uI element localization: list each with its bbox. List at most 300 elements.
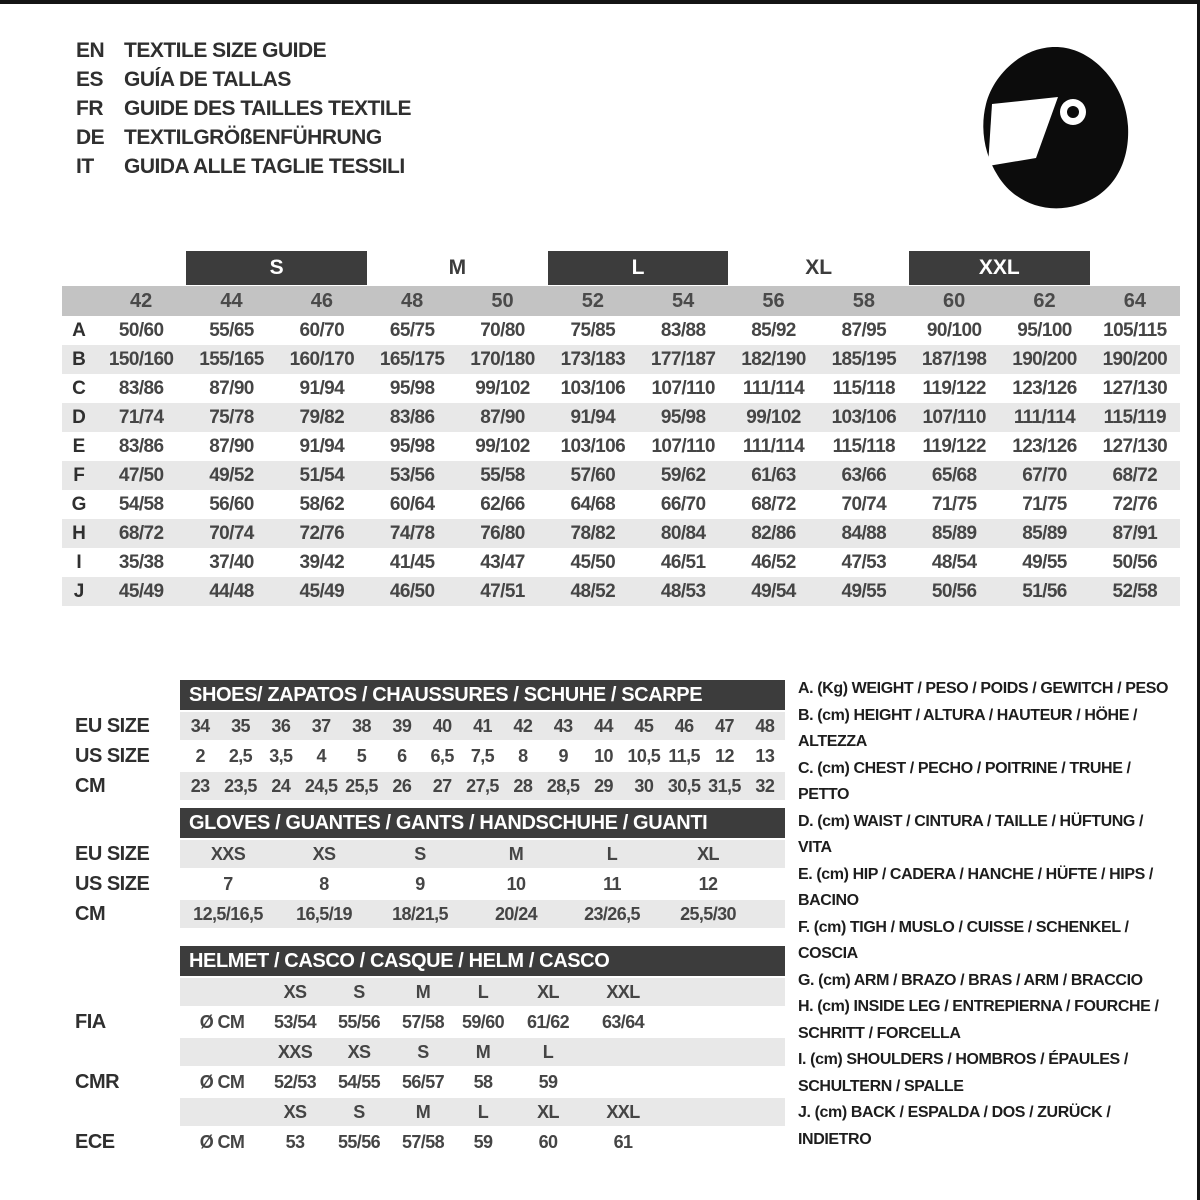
- helmet-size-row: [180, 1098, 785, 1126]
- gloves-value: 9: [415, 873, 425, 894]
- shoes-value: 40: [432, 715, 452, 736]
- language-title-list: [76, 36, 411, 181]
- size-number: 48: [401, 289, 424, 312]
- measurement-value: 35/38: [118, 551, 164, 573]
- language-code: EN: [76, 38, 105, 62]
- gloves-table-body: [75, 840, 785, 928]
- shoes-value: 43: [553, 715, 573, 736]
- measurement-value: 70/80: [480, 319, 525, 341]
- gloves-size-table: [75, 808, 785, 930]
- size-number: 56: [762, 289, 785, 312]
- measurement-value: 62/66: [480, 493, 525, 515]
- diameter-label: Ø CM: [199, 1011, 245, 1032]
- size-number: 60: [943, 289, 966, 312]
- helmet-size-label: M: [415, 1101, 431, 1122]
- helmet-size-label: XXS: [277, 1041, 313, 1062]
- shoes-value: 27,5: [466, 775, 499, 796]
- apparel-size-table: [62, 251, 1180, 606]
- measurement-value: 80/84: [660, 522, 706, 544]
- measurement-value: 41/45: [389, 551, 435, 573]
- shoes-row: [75, 712, 785, 740]
- shoes-value: 27: [432, 775, 452, 796]
- measurement-value: 90/100: [926, 319, 982, 341]
- measurement-value: 47/53: [841, 551, 887, 573]
- helmet-size-label: XL: [537, 981, 559, 1002]
- gloves-value: 8: [319, 873, 329, 894]
- language-code: FR: [76, 96, 103, 120]
- diameter-label: Ø CM: [199, 1071, 245, 1092]
- measurement-value: 103/106: [560, 377, 626, 399]
- measurement-value: 155/165: [199, 348, 264, 370]
- measurement-value: 177/187: [650, 348, 716, 370]
- size-number-row: [62, 286, 1180, 316]
- measurement-value: 119/122: [922, 435, 986, 457]
- helmet-size-label: XL: [537, 1101, 559, 1122]
- legend-item: J. (cm) BACK / ESPALDA / DOS / ZURÜCK / INDIETRO: [798, 1104, 1111, 1148]
- legend-item: E. (cm) HIP / CADERA / HANCHE / HÜFTE / HIPS / BACINO: [798, 865, 1153, 909]
- gloves-value: 11: [603, 873, 621, 894]
- legend-item: H. (cm) INSIDE LEG / ENTREPIERNA / FOURCHE / SCHRITT / FORCELLA: [798, 998, 1159, 1042]
- shoes-row-label: US SIZE: [75, 744, 150, 767]
- measurement-row-label: I: [76, 551, 82, 573]
- helmet-standard-label: FIA: [75, 1010, 106, 1033]
- measurement-value: 91/94: [570, 406, 616, 428]
- gloves-value: 20/24: [494, 903, 538, 924]
- helmet-value-row: [75, 1008, 785, 1036]
- gloves-row-label: CM: [75, 902, 106, 925]
- legend-item: C. (cm) CHEST / PECHO / POITRINE / TRUHE / PETTO: [798, 759, 1131, 803]
- shoes-value: 32: [755, 775, 775, 796]
- measurement-value: 55/58: [480, 464, 525, 486]
- shoes-value: 23: [190, 775, 210, 796]
- measurement-row-label: G: [71, 493, 87, 515]
- size-group-m: M: [448, 256, 467, 279]
- diameter-label: Ø CM: [199, 1131, 245, 1152]
- measurement-value: 87/90: [209, 377, 254, 399]
- measurement-value: 49/55: [841, 580, 887, 602]
- shoes-value: 31,5: [708, 775, 741, 796]
- shoes-value: 11,5: [668, 745, 700, 766]
- measurement-value: 66/70: [660, 493, 706, 515]
- measurement-row: [62, 374, 1180, 403]
- shoes-value: 6,5: [430, 745, 454, 766]
- language-title: TEXTILE SIZE GUIDE: [124, 38, 327, 62]
- helmet-size-row: [180, 1038, 785, 1066]
- gloves-value: 12,5/16,5: [193, 903, 263, 924]
- measurement-value: 72/76: [299, 522, 345, 544]
- measurement-value: 48/52: [570, 580, 616, 602]
- measurement-row-label: H: [72, 522, 86, 544]
- measurement-value: 70/74: [209, 522, 254, 544]
- shoes-value: 10,5: [627, 745, 661, 766]
- measurement-value: 45/50: [570, 551, 616, 573]
- gloves-row-label: US SIZE: [75, 872, 150, 895]
- language-row: [76, 123, 411, 152]
- measurement-value: 119/122: [922, 377, 986, 399]
- measurement-value: 150/160: [108, 348, 174, 370]
- gloves-value: XXS: [210, 843, 246, 864]
- measurement-value: 74/78: [389, 522, 435, 544]
- gloves-value: S: [414, 843, 426, 864]
- gloves-value: L: [606, 843, 618, 864]
- measurement-value: 64/68: [570, 493, 616, 515]
- shoes-value: 30: [634, 775, 654, 796]
- measurement-value: 190/200: [1012, 348, 1077, 370]
- measurement-row: [62, 345, 1180, 374]
- shoes-value: 38: [352, 715, 371, 736]
- measurement-value: 84/88: [841, 522, 887, 544]
- measurement-value: 37/40: [209, 551, 254, 573]
- helmet-standard-label: CMR: [75, 1070, 120, 1093]
- helmet-value: 57/58: [401, 1011, 445, 1032]
- measurement-value: 68/72: [751, 493, 796, 515]
- measurement-value: 85/89: [1022, 522, 1067, 544]
- measurement-value: 190/200: [1102, 348, 1168, 370]
- measurement-value: 48/53: [660, 580, 706, 602]
- measurement-value: 75/85: [570, 319, 616, 341]
- measurement-value: 65/75: [389, 319, 435, 341]
- gloves-row: [75, 840, 785, 868]
- shoes-value: 3,5: [269, 745, 293, 766]
- language-row: [76, 94, 411, 123]
- measurement-value: 103/106: [831, 406, 897, 428]
- measurement-value: 53/56: [389, 464, 435, 486]
- measurement-value: 78/82: [570, 522, 616, 544]
- gloves-value: 7: [223, 873, 233, 894]
- measurement-value: 48/54: [931, 551, 977, 573]
- measurement-value: 99/102: [475, 435, 530, 457]
- shoes-value: 23,5: [224, 775, 257, 796]
- measurement-value: 87/91: [1112, 522, 1158, 544]
- measurement-value: 67/70: [1022, 464, 1067, 486]
- gloves-row-label: EU SIZE: [75, 842, 150, 865]
- size-number: 58: [852, 289, 875, 312]
- shoes-value: 39: [392, 715, 412, 736]
- gloves-value: 10: [506, 873, 526, 894]
- language-title: TEXTILGRÖßENFÜHRUNG: [124, 125, 382, 149]
- language-title: GUIDE DES TAILLES TEXTILE: [124, 96, 411, 120]
- measurement-row-label: A: [72, 319, 86, 341]
- measurement-value: 47/51: [480, 580, 525, 602]
- measurement-row-label: D: [72, 406, 86, 428]
- measurement-value: 83/86: [389, 406, 435, 428]
- measurement-value: 43/47: [480, 551, 525, 573]
- helmet-size-label: L: [542, 1041, 554, 1062]
- measurement-value: 46/51: [660, 551, 706, 573]
- measurement-value: 68/72: [118, 522, 164, 544]
- measurement-value: 95/98: [389, 377, 435, 399]
- helmet-size-label: XS: [283, 1101, 307, 1122]
- shoes-row-label: EU SIZE: [75, 714, 150, 737]
- measurement-value: 111/114: [742, 435, 805, 457]
- measurement-value: 99/102: [746, 406, 801, 428]
- shoes-value: 13: [755, 745, 775, 766]
- measurement-value: 60/64: [389, 493, 435, 515]
- measurement-value: 46/50: [389, 580, 435, 602]
- helmet-size-label: XS: [283, 981, 307, 1002]
- shoes-value: 26: [392, 775, 412, 796]
- legend-item: A. (Kg) WEIGHT / PESO / POIDS / GEWITCH / PESO: [798, 680, 1169, 697]
- measurement-value: 44/48: [209, 580, 254, 602]
- gloves-value: 18/21,5: [392, 903, 448, 924]
- measurement-value: 115/118: [832, 435, 896, 457]
- shoes-value: 4: [316, 745, 326, 766]
- measurement-value: 107/110: [651, 435, 715, 457]
- gloves-table-title: GLOVES / GUANTES / GANTS / HANDSCHUHE / GUANTI: [180, 808, 785, 838]
- measurement-value: 170/180: [470, 348, 535, 370]
- measurement-value: 182/190: [741, 348, 806, 370]
- shoes-value: 36: [271, 715, 291, 736]
- gloves-value: 23/26,5: [584, 903, 640, 924]
- language-code: DE: [76, 125, 105, 149]
- measurement-value: 54/58: [118, 493, 164, 515]
- measurement-value: 63/66: [841, 464, 887, 486]
- helmet-size-label: XS: [347, 1041, 371, 1062]
- legend-item: B. (cm) HEIGHT / ALTURA / HAUTEUR / HÖHE / ALTEZZA: [798, 706, 1138, 750]
- measurement-row: [62, 403, 1180, 432]
- measurement-value: 115/118: [832, 377, 896, 399]
- measurement-value: 76/80: [480, 522, 525, 544]
- shoes-row: [75, 742, 785, 770]
- gloves-value: XS: [312, 843, 336, 864]
- shoes-value: 47: [715, 715, 734, 736]
- language-row: [76, 36, 411, 65]
- measurement-value: 75/78: [209, 406, 254, 428]
- helmet-size-label: S: [417, 1041, 429, 1062]
- measurement-value: 83/86: [118, 377, 164, 399]
- size-group-header-row: [62, 251, 1180, 285]
- measurement-value: 165/175: [379, 348, 445, 370]
- measurement-value: 52/58: [1112, 580, 1158, 602]
- helmet-value-row: [75, 1128, 785, 1156]
- legend-item: F. (cm) TIGH / MUSLO / CUISSE / SCHENKEL / COSCIA: [798, 918, 1129, 962]
- measurement-row: [62, 490, 1180, 519]
- legend-item: I. (cm) SHOULDERS / HOMBROS / ÉPAULES / SCHULTERN / SPALLE: [798, 1051, 1128, 1095]
- measurement-row-label: F: [73, 464, 85, 486]
- shoes-value: 37: [311, 715, 331, 736]
- helmet-table-title: HELMET / CASCO / CASQUE / HELM / CASCO: [180, 946, 785, 976]
- measurement-value: 39/42: [299, 551, 345, 573]
- measurement-value: 71/75: [1022, 493, 1067, 515]
- measurement-value: 59/62: [660, 464, 706, 486]
- helmet-value: 59: [538, 1071, 558, 1092]
- legend-item: D. (cm) WAIST / CINTURA / TAILLE / HÜFTUNG / VITA: [798, 812, 1144, 856]
- measurement-value: 123/126: [1012, 377, 1077, 399]
- measurement-value: 68/72: [1112, 464, 1158, 486]
- measurement-value: 55/65: [209, 319, 254, 341]
- helmet-size-label: M: [475, 1041, 491, 1062]
- measurement-value: 61/63: [751, 464, 796, 486]
- helmet-table-body: [75, 978, 785, 1156]
- measurement-value: 58/62: [299, 493, 345, 515]
- shoes-value: 28,5: [546, 775, 580, 796]
- helmet-size-row: [180, 978, 785, 1006]
- measurement-value: 45/49: [118, 580, 164, 602]
- measurement-value: 107/110: [922, 406, 986, 428]
- legend-item: G. (cm) ARM / BRAZO / BRAS / ARM / BRACCIO: [798, 971, 1143, 989]
- measurement-value: 51/54: [299, 464, 345, 486]
- language-title: GUÍA DE TALLAS: [124, 67, 291, 91]
- size-number: 52: [581, 289, 604, 312]
- shoes-value: 6: [397, 745, 407, 766]
- shoes-value: 8: [518, 745, 528, 766]
- helmet-value: 59/60: [461, 1011, 505, 1032]
- shoes-row: [75, 772, 785, 800]
- helmet-value: 53/54: [273, 1011, 317, 1032]
- shoes-value: 5: [356, 745, 367, 766]
- size-number: 44: [220, 289, 243, 312]
- measurement-value: 83/86: [118, 435, 164, 457]
- helmet-value: 60: [538, 1131, 558, 1152]
- shoes-size-table: [75, 680, 785, 802]
- size-group-xl: XL: [805, 256, 833, 279]
- shoes-value: 28: [513, 775, 533, 796]
- helmet-value: 61: [613, 1131, 633, 1152]
- measurement-value: 72/76: [1112, 493, 1158, 515]
- shoes-value: 44: [594, 715, 613, 736]
- gloves-value: XL: [697, 843, 719, 864]
- measurement-legend: [798, 676, 1180, 1153]
- helmet-value: 59: [473, 1131, 493, 1152]
- measurement-value: 127/130: [1102, 377, 1168, 399]
- helmet-size-label: S: [353, 981, 365, 1002]
- gloves-row: [75, 900, 785, 928]
- measurement-value: 185/195: [831, 348, 897, 370]
- gloves-row: [75, 870, 785, 898]
- shoes-value: 34: [190, 715, 210, 736]
- measurement-row-label: B: [72, 348, 86, 370]
- size-group-l: L: [548, 251, 729, 285]
- size-number: 62: [1033, 289, 1056, 312]
- measurement-row: [62, 577, 1180, 606]
- measurement-value: 49/55: [1022, 551, 1067, 573]
- shoes-value: 12: [715, 745, 734, 766]
- racing-helmet-icon: [978, 44, 1132, 212]
- measurement-value: 87/90: [209, 435, 254, 457]
- measurement-value: 99/102: [475, 377, 530, 399]
- measurement-value: 79/82: [299, 406, 345, 428]
- shoes-value: 7,5: [470, 745, 495, 766]
- helmet-value: 55/56: [337, 1011, 381, 1032]
- measurement-value: 85/89: [931, 522, 977, 544]
- apparel-size-table-body: [62, 316, 1180, 606]
- measurement-value: 45/49: [299, 580, 345, 602]
- measurement-row-label: C: [72, 377, 86, 399]
- helmet-value: 58: [473, 1071, 493, 1092]
- measurement-value: 103/106: [560, 435, 626, 457]
- measurement-value: 95/100: [1017, 319, 1072, 341]
- racing-helmet-icon-svg: [978, 44, 1132, 212]
- size-number: 50: [491, 289, 514, 312]
- helmet-size-label: L: [477, 1101, 489, 1122]
- shoes-value: 24: [271, 775, 291, 796]
- shoes-value: 2,5: [228, 745, 253, 766]
- measurement-value: 95/98: [660, 406, 706, 428]
- size-number: 42: [130, 289, 153, 312]
- helmet-standard-label: ECE: [75, 1130, 115, 1153]
- measurement-value: 105/115: [1103, 319, 1167, 341]
- shoes-value: 46: [674, 715, 694, 736]
- shoes-value: 25,5: [345, 775, 378, 796]
- measurement-value: 50/60: [118, 319, 164, 341]
- measurement-value: 123/126: [1012, 435, 1077, 457]
- gloves-value: M: [508, 843, 524, 864]
- helmet-value: 61/62: [526, 1011, 570, 1032]
- measurement-row: [62, 316, 1180, 345]
- helmet-size-table: [75, 946, 785, 1158]
- helmet-value: 53: [285, 1131, 305, 1152]
- helmet-value: 54/55: [337, 1071, 381, 1092]
- measurement-row: [62, 519, 1180, 548]
- measurement-value: 51/56: [1022, 580, 1067, 602]
- measurement-value: 46/52: [751, 551, 796, 573]
- measurement-value: 47/50: [118, 464, 164, 486]
- measurement-value: 160/170: [289, 348, 355, 370]
- measurement-value: 49/54: [751, 580, 796, 602]
- gloves-value: 12: [698, 873, 718, 894]
- shoes-value: 10: [594, 745, 613, 766]
- measurement-value: 56/60: [209, 493, 254, 515]
- language-title: GUIDA ALLE TAGLIE TESSILI: [124, 154, 405, 178]
- shoes-value: 35: [231, 715, 250, 736]
- language-row: [76, 152, 411, 181]
- language-code: ES: [76, 67, 104, 91]
- shoes-value: 2: [195, 745, 205, 766]
- measurement-row: [62, 432, 1180, 461]
- measurement-row: [62, 548, 1180, 577]
- helmet-size-label: L: [477, 981, 489, 1002]
- helmet-size-label: M: [415, 981, 431, 1002]
- measurement-value: 111/114: [742, 377, 805, 399]
- helmet-size-label: XXL: [606, 1101, 640, 1122]
- measurement-value: 57/60: [570, 464, 616, 486]
- helmet-value: 56/57: [401, 1071, 445, 1092]
- measurement-value: 127/130: [1102, 435, 1168, 457]
- helmet-value-row: [75, 1068, 785, 1096]
- helmet-value: 55/56: [337, 1131, 381, 1152]
- measurement-value: 87/90: [480, 406, 525, 428]
- measurement-value: 50/56: [931, 580, 977, 602]
- helmet-value: 63/64: [601, 1011, 645, 1032]
- language-row: [76, 65, 411, 94]
- measurement-value: 187/198: [921, 348, 987, 370]
- measurement-value: 107/110: [651, 377, 715, 399]
- measurement-value: 49/52: [209, 464, 254, 486]
- measurement-value: 115/119: [1103, 406, 1167, 428]
- measurement-value: 71/75: [931, 493, 977, 515]
- shoes-value: 24,5: [304, 775, 338, 796]
- shoes-value: 29: [594, 775, 613, 796]
- measurement-value: 95/98: [389, 435, 435, 457]
- measurement-value: 70/74: [841, 493, 887, 515]
- size-number: 54: [672, 289, 695, 312]
- measurement-value: 91/94: [299, 377, 345, 399]
- measurement-value: 60/70: [299, 319, 345, 341]
- size-number: 64: [1123, 289, 1146, 312]
- gloves-value: 25,5/30: [680, 903, 736, 924]
- measurement-row-label: E: [72, 435, 86, 457]
- shoes-value: 45: [634, 715, 654, 736]
- helmet-size-label: S: [353, 1101, 365, 1122]
- measurement-value: 111/114: [1013, 406, 1076, 428]
- shoes-row-label: CM: [75, 774, 106, 797]
- measurement-value: 65/68: [931, 464, 977, 486]
- helmet-value: 57/58: [401, 1131, 445, 1152]
- page-top-border: [0, 0, 1200, 4]
- shoes-value: 48: [755, 715, 775, 736]
- shoes-table-title: SHOES/ ZAPATOS / CHAUSSURES / SCHUHE / SCARPE: [180, 680, 785, 710]
- shoes-value: 41: [473, 715, 492, 736]
